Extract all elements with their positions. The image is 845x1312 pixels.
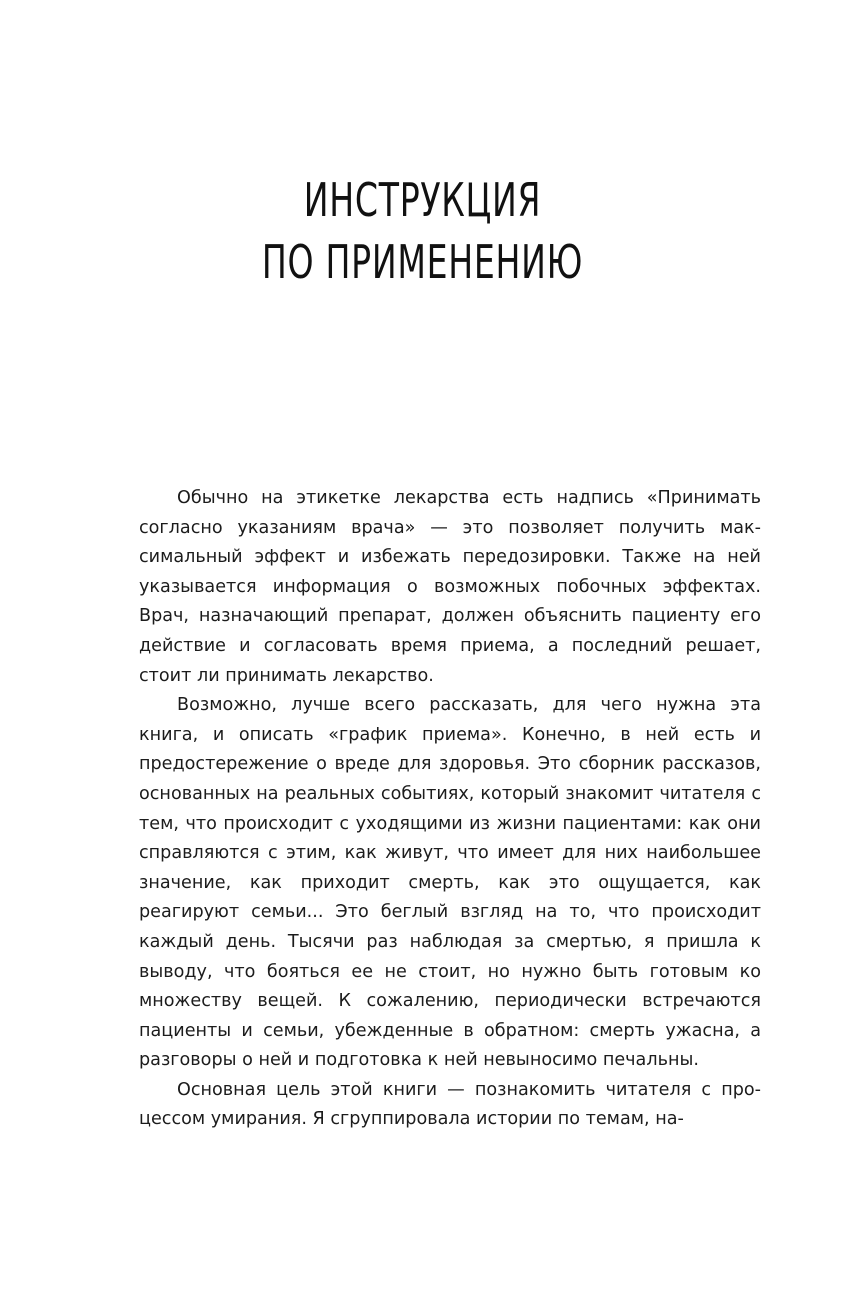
paragraph-3: Основная цель этой книги — познакомить читателя с процессом умирания. Я сгруппировала истории по темам, на- — [139, 1079, 761, 1130]
chapter-title-line-1: ИНСТРУКЦИЯ — [303, 172, 542, 227]
chapter-title-line-2: ПО ПРИМЕНЕНИЮ — [261, 234, 584, 289]
chapter-title — [118, 169, 726, 293]
paragraph-1: Обычно на этикетке лекарства есть надпись «Принимать согласно указаниям врача» — это позволяет получить максимальный эффект и избежать передозировки. Также на ней указывается информация о возможных побочных эффектах. Врач, назначающий препарат, должен объяснить пациенту его действие и согласовать время приема, а последний решает, стоит ли принимать лекарство. — [139, 488, 761, 686]
body-text — [139, 484, 761, 1135]
paragraph-2: Возможно, лучше всего рассказать, для чего нужна эта книга, и описать «график приема». Конечно, в ней есть и предостережение о вреде для здоровья. Это сборник рассказов, основанных на реальных событиях, который знакомит читателя с тем, что происходит с уходящими из жизни пациентами: как они справляются с этим, как живут, что имеет для них наибольшее значение, как приходит смерть, как это ощущается, как реагируют семьи... Это беглый взгляд на то, что происходит каждый день. Тысячи раз наблюдая за смертью, я пришла к выводу, что бояться ее не стоит, но нужно быть готовым ко множеству вещей. К сожалению, периодически встречаются пациенты и семьи, убежденные в обратном: смерть ужасна, а разговоры о ней и подготовка к ней невыносимо печальны. — [139, 695, 761, 1071]
